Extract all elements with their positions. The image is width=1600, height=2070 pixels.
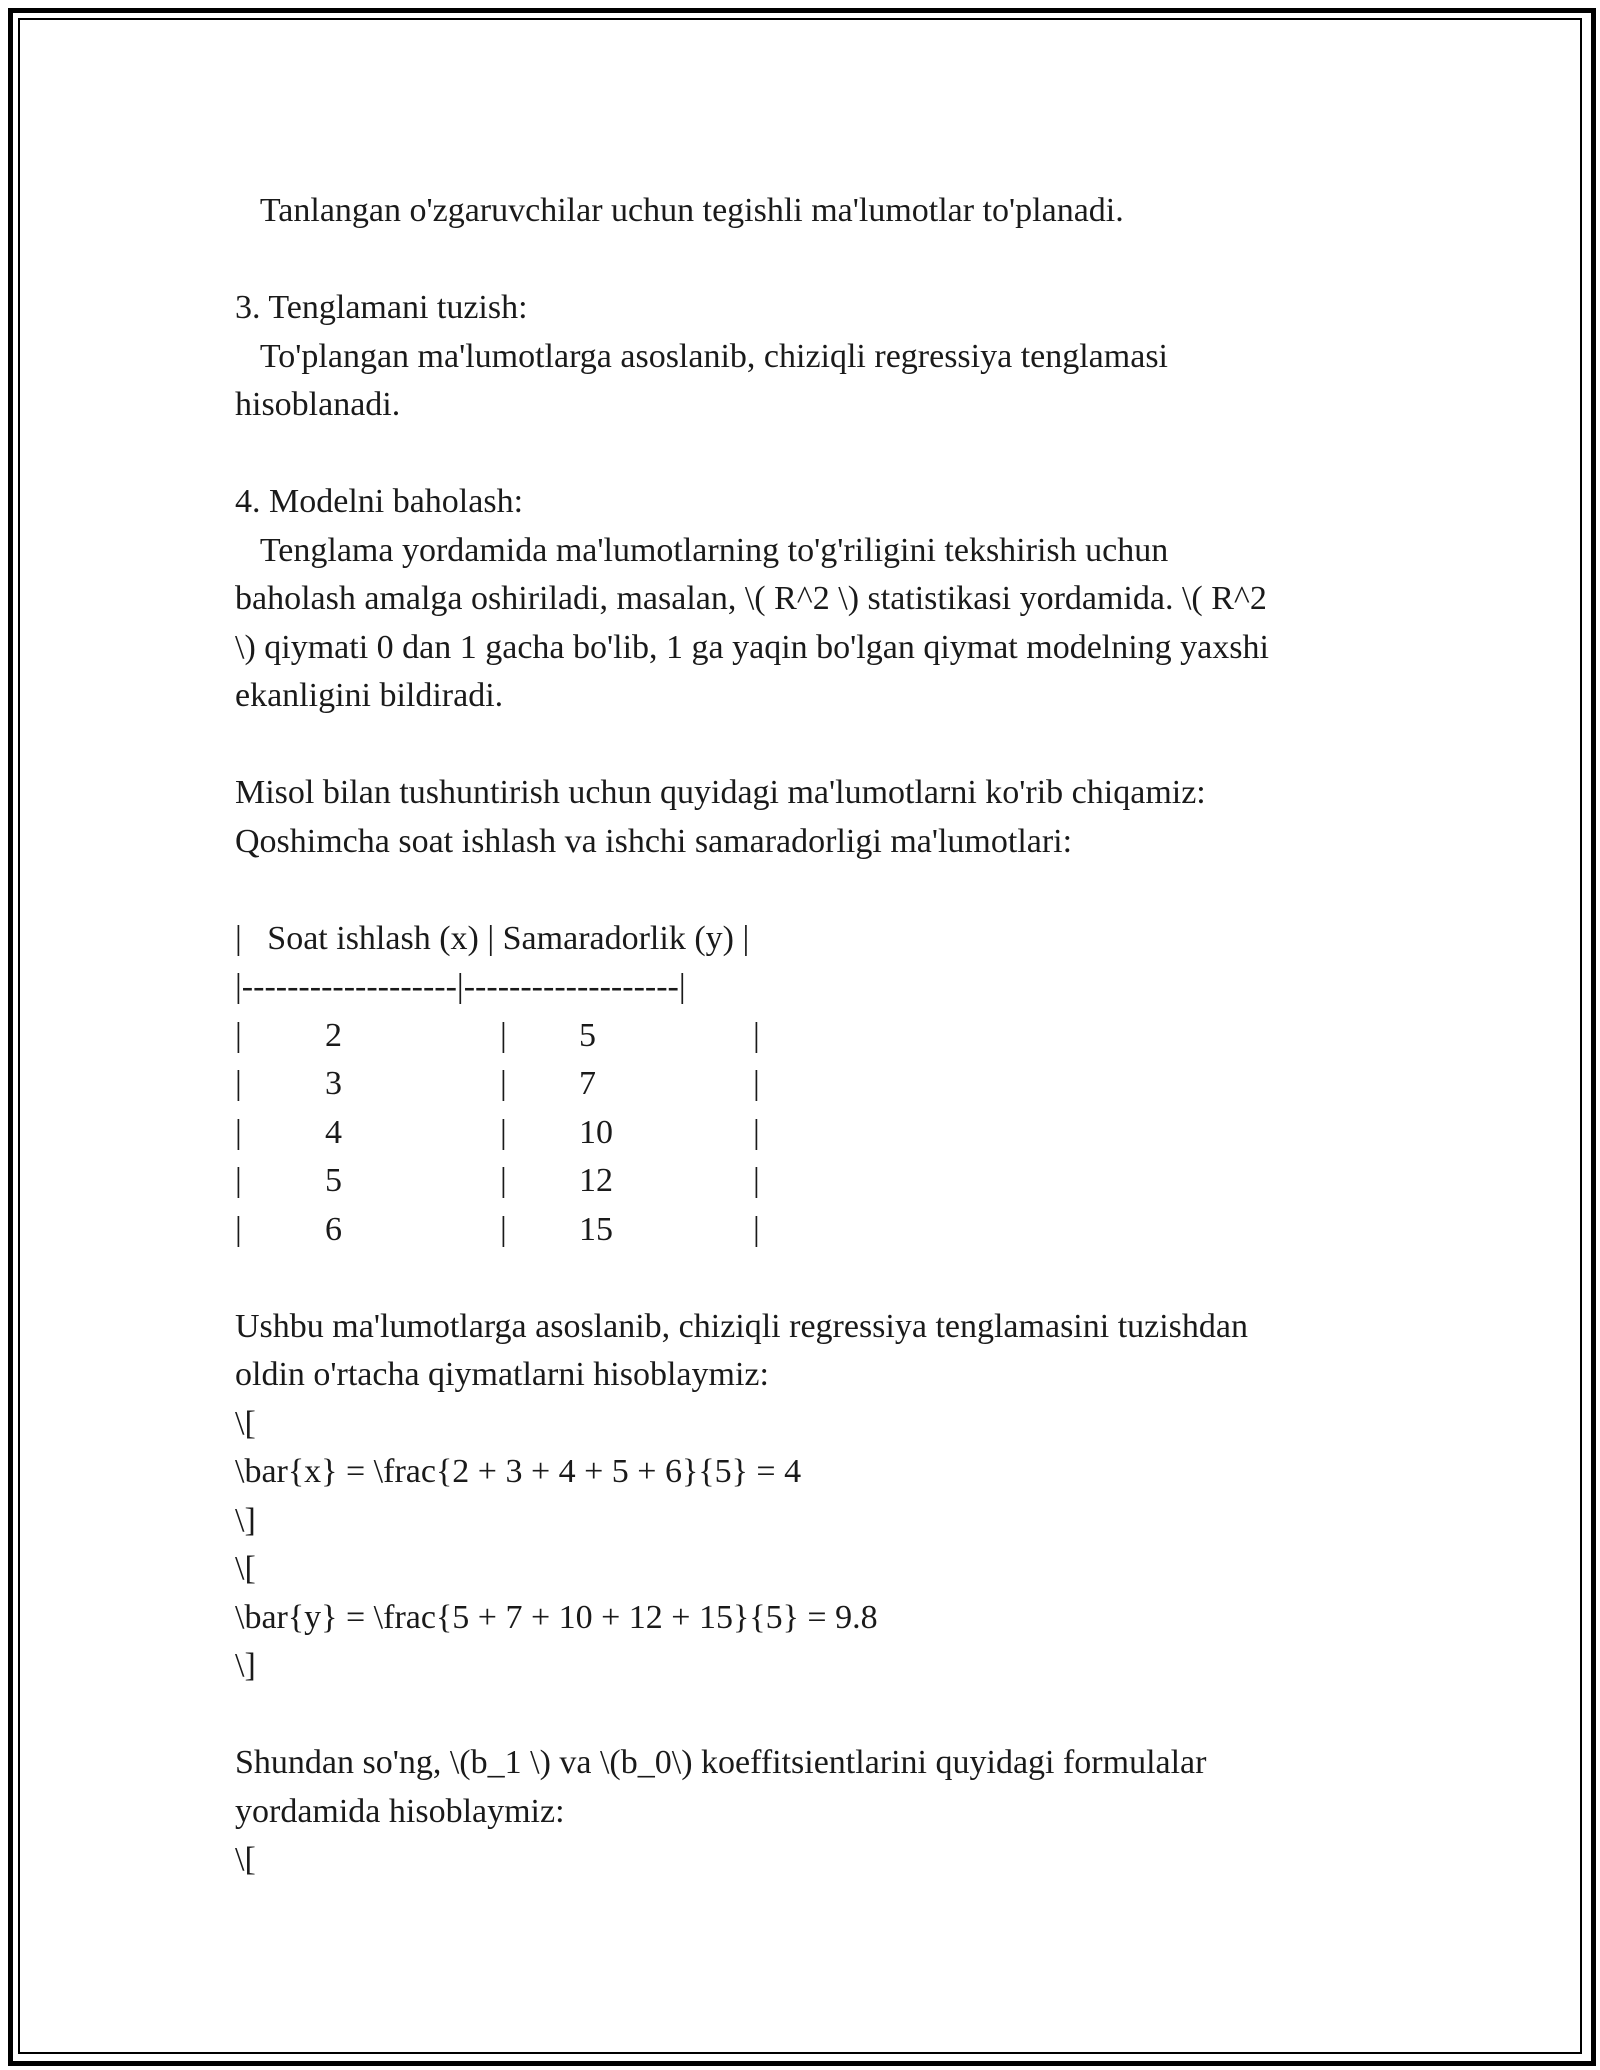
text-line: Tanlangan o'zgaruvchilar uchun tegishli ma'lumotlar to'planadi. (235, 192, 1124, 229)
table-divider: | (235, 1210, 242, 1248)
table-divider: | (753, 1016, 760, 1054)
table-cell-x: 3 (325, 1065, 342, 1102)
table-row (235, 1157, 1375, 1206)
paragraphs-before-table (235, 187, 1375, 915)
table-cell-y: 12 (579, 1162, 613, 1199)
table-row (235, 1012, 1375, 1061)
blank-line (235, 1254, 1375, 1303)
text-line: Tenglama yordamida ma'lumotlarning to'g'riligini tekshirish uchun (235, 531, 1169, 569)
formula-line: \[ (235, 1841, 256, 1878)
text-line: \) qiymati 0 dan 1 gacha bo'lib, 1 ga yaqin bo'lgan qiymat modelning yaxshi (235, 628, 1269, 666)
formula-line: \] (235, 1647, 256, 1684)
table-divider: | (500, 1113, 507, 1151)
table-divider: | (235, 1113, 242, 1151)
text-line: hisoblanadi. (235, 386, 401, 423)
formula-line: \bar{x} = \frac{2 + 3 + 4 + 5 + 6}{5} = 4 (235, 1453, 802, 1490)
table-cell-y: 15 (579, 1210, 613, 1248)
paragraphs-after-table (235, 1254, 1375, 1885)
formula-line: \] (235, 1501, 256, 1539)
table-cell-y: 5 (579, 1016, 596, 1054)
table-divider: | (753, 1065, 760, 1102)
table-separator: |-------------------|-------------------| (235, 968, 686, 1005)
text-line: Qoshimcha soat ishlash va ishchi samaradorligi ma'lumotlari: (235, 822, 1073, 860)
table-cell-x: 4 (325, 1113, 342, 1151)
table-divider: | (753, 1162, 760, 1199)
table-divider: | (235, 1016, 242, 1054)
table-row (235, 1206, 1375, 1255)
section-heading: 3. Tenglamani tuzish: (235, 289, 528, 326)
table-row (235, 1109, 1375, 1158)
text-line: oldin o'rtacha qiymatlarni hisoblaymiz: (235, 1356, 769, 1393)
blank-line (235, 236, 1375, 285)
blank-line (235, 1691, 1375, 1740)
document-body (235, 187, 1375, 1885)
table-divider: | (500, 1016, 507, 1054)
table-divider: | (235, 1065, 242, 1102)
text-line: yordamida hisoblaymiz: (235, 1792, 565, 1830)
text-line: Shundan so'ng, \(b_1 \) va \(b_0\) koeffitsientlarini quyidagi formulalar (235, 1744, 1207, 1781)
data-table (235, 915, 1375, 1255)
table-row (235, 1060, 1375, 1109)
table-cell-x: 6 (325, 1210, 342, 1248)
section-heading: 4. Modelni baholash: (235, 483, 524, 520)
text-line: Ushbu ma'lumotlarga asoslanib, chiziqli regressiya tenglamasini tuzishdan (235, 1307, 1248, 1345)
table-cell-y: 7 (579, 1065, 596, 1102)
table-divider: | (500, 1162, 507, 1199)
table-divider: | (500, 1210, 507, 1248)
blank-line (235, 721, 1375, 770)
formula-line: \[ (235, 1550, 256, 1587)
table-header: | Soat ishlash (x) | Samaradorlik (y) | (235, 919, 750, 957)
table-cell-x: 2 (325, 1016, 342, 1054)
blank-line (235, 430, 1375, 479)
table-divider: | (235, 1162, 242, 1199)
formula-line: \bar{y} = \frac{5 + 7 + 10 + 12 + 15}{5} = 9.8 (235, 1598, 878, 1636)
table-divider: | (753, 1210, 760, 1248)
table-divider: | (500, 1065, 507, 1102)
formula-line: \[ (235, 1404, 256, 1442)
blank-line (235, 866, 1375, 915)
table-divider: | (753, 1113, 760, 1151)
text-line: To'plangan ma'lumotlarga asoslanib, chiziqli regressiya tenglamasi (235, 337, 1168, 375)
table-cell-y: 10 (579, 1113, 613, 1151)
table-cell-x: 5 (325, 1162, 342, 1199)
text-line: Misol bilan tushuntirish uchun quyidagi ma'lumotlarni ko'rib chiqamiz: (235, 774, 1206, 811)
text-line: baholash amalga oshiriladi, masalan, \( R^2 \) statistikasi yordamida. \( R^2 (235, 580, 1267, 617)
text-line: ekanligini bildiradi. (235, 677, 504, 714)
